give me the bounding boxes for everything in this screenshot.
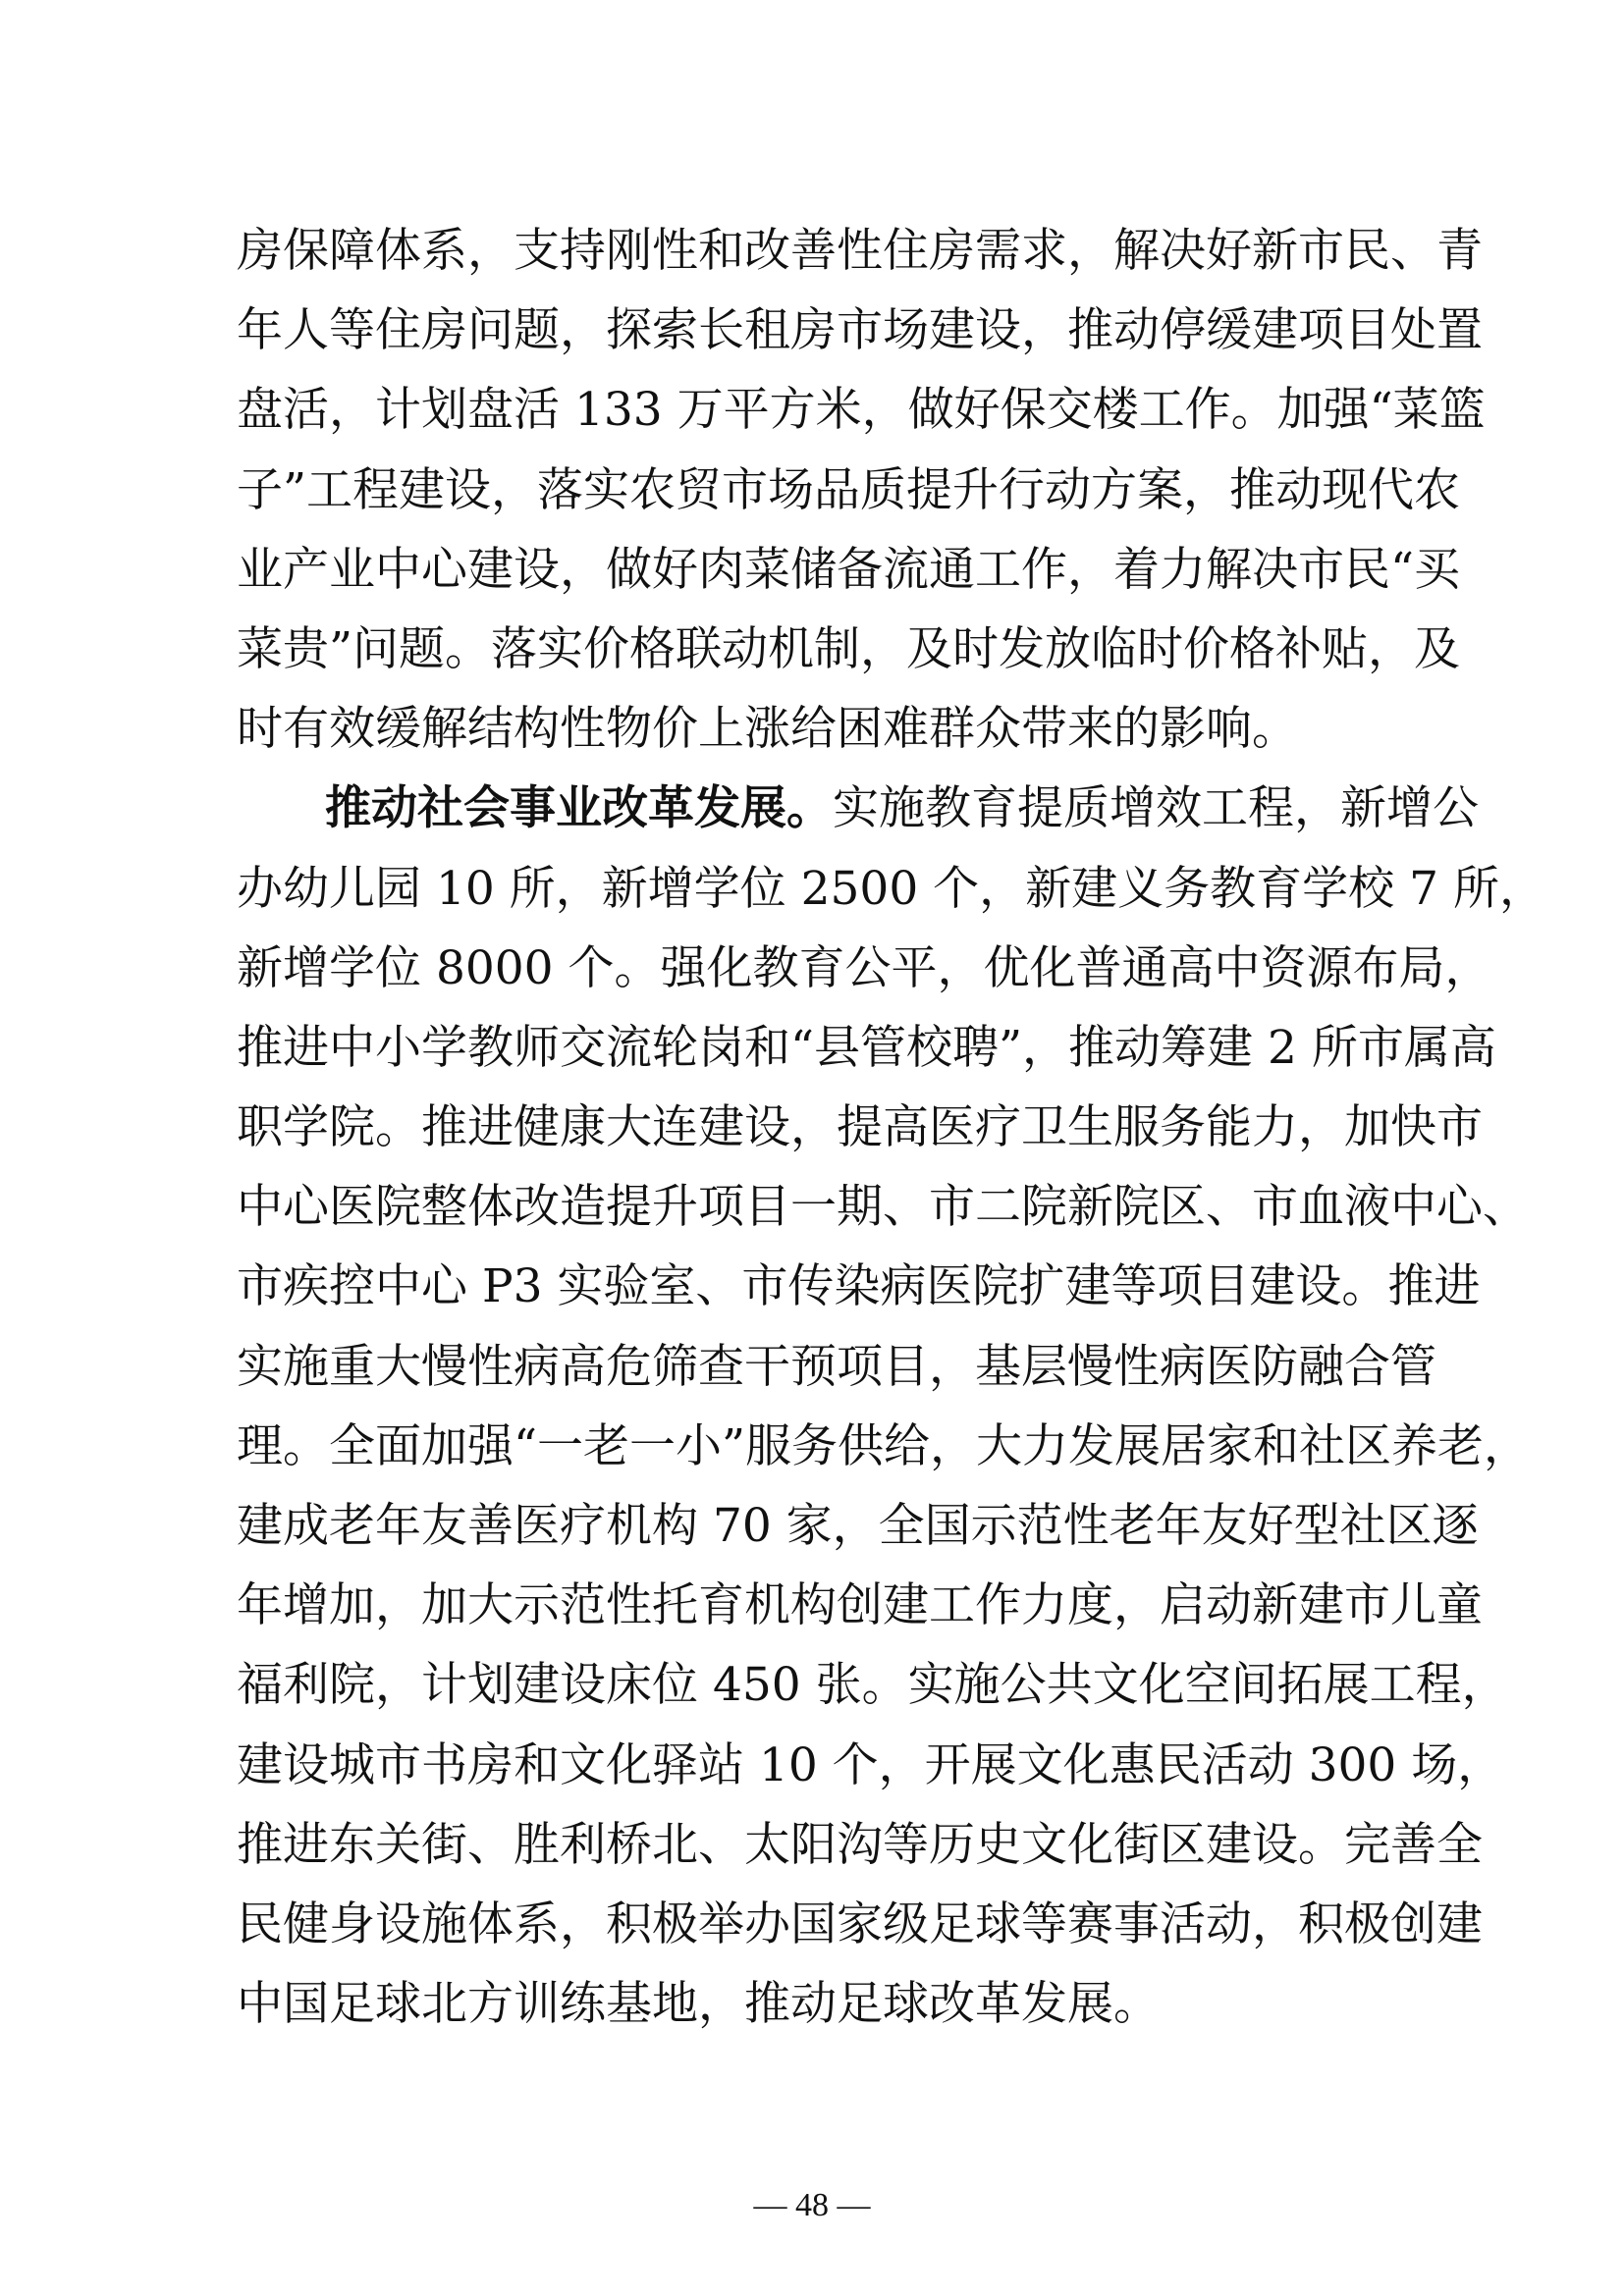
line-text: 菜贵”问题。落实价格联动机制，及时发放临时价格补贴，及 xyxy=(237,621,1461,676)
document-body xyxy=(237,211,1545,2044)
line-text: 推进中小学教师交流轮岗和“县管校聘”，推动筹建 2 所市属高 xyxy=(237,1020,1496,1075)
text-line xyxy=(237,1566,1483,1645)
text-line xyxy=(237,1805,1483,1885)
text-line xyxy=(237,530,1461,610)
line-text: 市疾控中心 P3 实验室、市传染病医院扩建等项目建设。推进 xyxy=(237,1259,1481,1314)
line-text: 房保障体系，支持刚性和改善性住房需求，解决好新市民、青 xyxy=(237,224,1483,278)
page-number: — 48 — xyxy=(753,2187,871,2223)
line-text: 理。全面加强“一老一小”服务供给，大力发展居家和社区养老， xyxy=(237,1418,1531,1473)
text-line xyxy=(237,1008,1496,1088)
line-text: 办幼儿园 10 所，新增学位 2500 个，新建义务教育学校 7 所， xyxy=(237,861,1545,916)
text-line xyxy=(237,1327,1436,1407)
text-line xyxy=(237,1407,1531,1486)
text-line xyxy=(237,1486,1479,1566)
text-line xyxy=(237,211,1483,291)
line-text: 年增加，加大示范性托育机构创建工作力度，启动新建市儿童 xyxy=(237,1578,1483,1633)
text-line xyxy=(237,1964,1401,2044)
text-line xyxy=(237,929,1491,1008)
text-line xyxy=(237,769,1479,848)
paragraph xyxy=(237,211,1486,769)
text-line xyxy=(237,689,1401,769)
line-text: 盘活，计划盘活 133 万平方米，做好保交楼工作。加强“菜篮 xyxy=(237,383,1486,438)
line-text: 新增学位 8000 个。强化教育公平，优化普通高中资源布局， xyxy=(237,940,1491,995)
text-line xyxy=(237,451,1461,530)
text-line xyxy=(237,370,1486,450)
paragraph-heading: 推动社会事业改革发展。 xyxy=(325,781,833,836)
text-line xyxy=(237,1167,1529,1247)
text-line xyxy=(237,1088,1483,1167)
text-line xyxy=(237,1726,1504,1805)
text-line xyxy=(237,1645,1508,1725)
line-text: 实施教育提质增效工程，新增公 xyxy=(833,781,1479,836)
line-text: 中国足球北方训练基地，推动足球改革发展。 xyxy=(237,1977,1160,2032)
text-line xyxy=(237,291,1483,370)
line-text: 业产业中心建设，做好肉菜储备流通工作，着力解决市民“买 xyxy=(237,542,1461,597)
line-text: 福利院，计划建设床位 450 张。实施公共文化空间拓展工程， xyxy=(237,1658,1508,1713)
line-text: 民健身设施体系，积极举办国家级足球等赛事活动，积极创建 xyxy=(237,1896,1483,1951)
line-text: 推进东关街、胜利桥北、太阳沟等历史文化街区建设。完善全 xyxy=(237,1817,1483,1872)
line-text: 年人等住房问题，探索长租房市场建设，推动停缓建项目处置 xyxy=(237,303,1483,358)
text-line xyxy=(237,610,1461,689)
line-text: 中心医院整体改造提升项目一期、市二院新院区、市血液中心、 xyxy=(237,1180,1529,1235)
line-text: 建成老年友善医疗机构 70 家，全国示范性老年友好型社区逐 xyxy=(237,1499,1479,1553)
text-line xyxy=(237,849,1545,929)
line-text: 实施重大慢性病高危筛查干预项目，基层慢性病医防融合管 xyxy=(237,1339,1436,1394)
text-line xyxy=(237,1247,1481,1326)
line-text: 时有效缓解结构性物价上涨给困难群众带来的影响。 xyxy=(237,702,1298,757)
line-text: 建设城市书房和文化驿站 10 个，开展文化惠民活动 300 场， xyxy=(237,1737,1504,1792)
line-text: 子”工程建设，落实农贸市场品质提升行动方案，推动现代农 xyxy=(237,462,1461,517)
line-text: 职学院。推进健康大连建设，提高医疗卫生服务能力，加快市 xyxy=(237,1100,1483,1155)
paragraph xyxy=(237,769,1545,2044)
text-line xyxy=(237,1885,1483,1964)
